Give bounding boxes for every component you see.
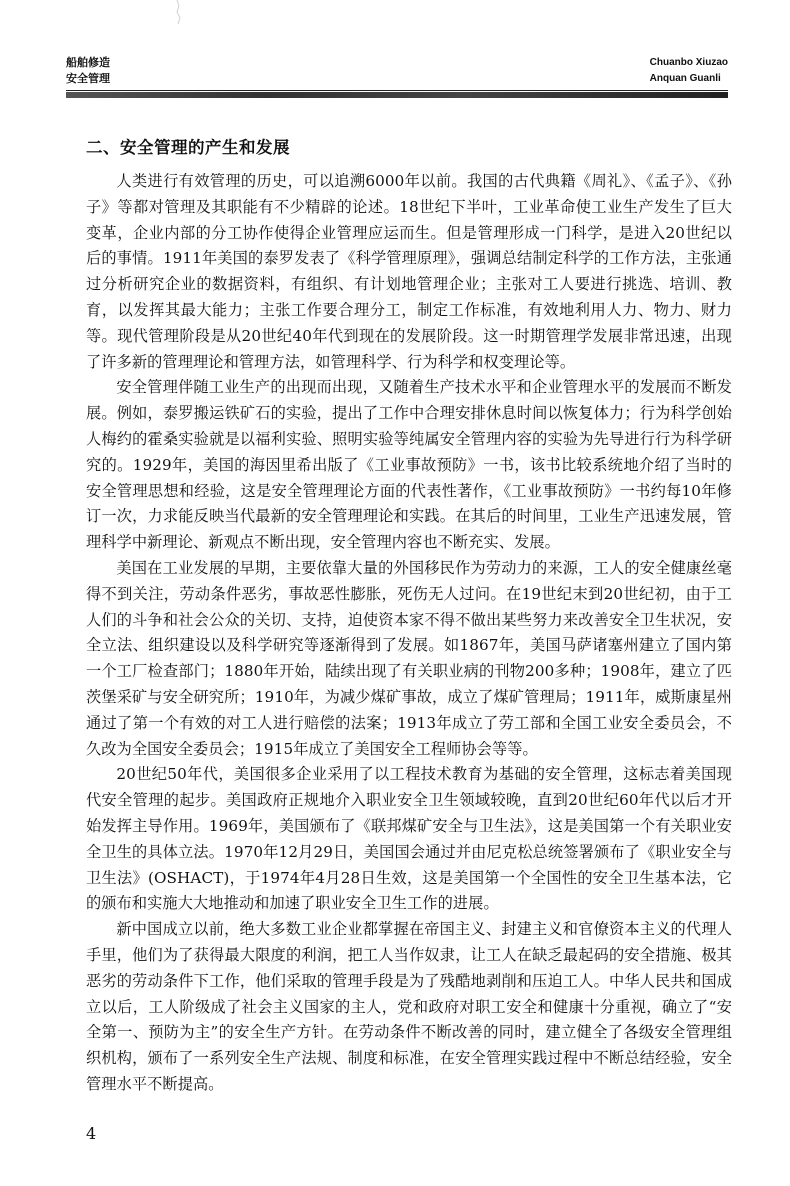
- header-book-title: 船舶修造: [66, 56, 110, 69]
- running-header-left: [66, 55, 110, 87]
- paragraph: 安全管理伴随工业生产的出现而出现，又随着生产技术水平和企业管理水平的发展而不断发展。例如，泰罗搬运铁矿石的实验，提出了工作中合理安排休息时间以恢复体力；行为科学创始人梅约的霍桑实验就是以福利实验、照明实验等纯属安全管理内容的实验为先导进行行为科学研究的。1929年，美国的海因里希出版了《工业事故预防》一书，该书比较系统地介绍了当时的安全管理思想和经验，这是安全管理理论方面的代表性著作，《工业事故预防》一书约每10年修订一次，力求能反映当代最新的安全管理理论和实践。在其后的时间里，工业生产迅速发展，管理科学中新理论、新观点不断出现，安全管理内容也不断充实、发展。: [86, 378, 732, 552]
- header-chapter-title: 安全管理: [66, 72, 110, 85]
- scan-artifact: [174, 0, 184, 24]
- body-text: [86, 169, 732, 1098]
- section-heading: 二、安全管理的产生和发展: [86, 138, 290, 157]
- paragraph: 美国在工业发展的早期，主要依靠大量的外国移民作为劳动力的来源，工人的安全健康丝毫得不到关注，劳动条件恶劣，事故恶性膨胀，死伤无人过问。在19世纪末到20世纪初，由于工人们的斗争和社会公众的关切、支持，迫使资本家不得不做出某些努力来改善安全卫生状况，安全立法、组织建设以及科学研究等逐渐得到了发展。如1867年，美国马萨诸塞州建立了国内第一个工厂检查部门；1880年开始，陆续出现了有关职业病的刊物200多种；1908年，建立了匹茨堡采矿与安全研究所；1910年，为减少煤矿事故，成立了煤矿管理局；1911年，威斯康星州通过了第一个有效的对工人进行赔偿的法案；1913年成立了劳工部和全国工业安全委员会，不久改为全国安全委员会；1915年成立了美国安全工程师协会等等。: [86, 558, 732, 758]
- page-number: 4: [86, 1124, 97, 1143]
- paragraph: 新中国成立以前，绝大多数工业企业都掌握在帝国主义、封建主义和官僚资本主义的代理人手里，他们为了获得最大限度的利润，把工人当作奴隶，让工人在缺乏最起码的安全措施、极其恶劣的劳动条件下工作，他们采取的管理手段是为了残酷地剥削和压迫工人。中华人民共和国成立以后，工人阶级成了社会主义国家的主人，党和政府对职工安全和健康十分重视，确立了“安全第一、预防为主”的安全生产方针。在劳动条件不断改善的同时，建立健全了各级安全管理组织机构，颁布了一系列安全生产法规、制度和标准，在安全管理实践过程中不断总结经验，安全管理水平不断提高。: [86, 920, 732, 1093]
- running-header-right: [650, 55, 728, 87]
- paragraph: 人类进行有效管理的历史，可以追溯6000年以前。我国的古代典籍《周礼》、《孟子》、《孙子》等都对管理及其职能有不少精辟的论述。18世纪下半叶，工业革命使工业生产发生了巨大变革，企业内部的分工协作使得企业管理应运而生。但是管理形成一门科学，是进入20世纪以后的事情。1911年美国的泰罗发表了《科学管理原理》，强调总结制定科学的工作方法，主张通过分析研究企业的数据资料，有组织、有计划地管理企业；主张对工人要进行挑选、培训、教育，以发挥其最大能力；主张工作要合理分工，制定工作标准，有效地利用人力、物力、财力等。现代管理阶段是从20世纪40年代到现在的发展阶段。这一时期管理学发展非常迅速，出现了许多新的管理理论和管理方法，如管理科学、行为科学和权变理论等。: [86, 172, 732, 371]
- paragraph: 20世纪50年代，美国很多企业采用了以工程技术教育为基础的安全管理，这标志着美国现代安全管理的起步。美国政府正规地介入职业安全卫生领域较晚，直到20世纪60年代以后才开始发挥主导作用。1969年，美国颁布了《联邦煤矿安全与卫生法》，这是美国第一个有关职业安全卫生的具体立法。1970年12月29日，美国国会通过并由尼克松总统签署颁布了《职业安全与卫生法》(OSHACT)，于1974年4月28日生效，这是美国第一个全国性的安全卫生基本法，它的颁布和实施大大地推动和加速了职业安全卫生工作的进展。: [86, 765, 732, 913]
- header-bar: [66, 92, 728, 98]
- header-pinyin-line1: Chuanbo Xiuzao: [649, 57, 728, 68]
- header-rule: [66, 90, 728, 91]
- header-pinyin-line2: Anquan Guanli: [649, 73, 721, 84]
